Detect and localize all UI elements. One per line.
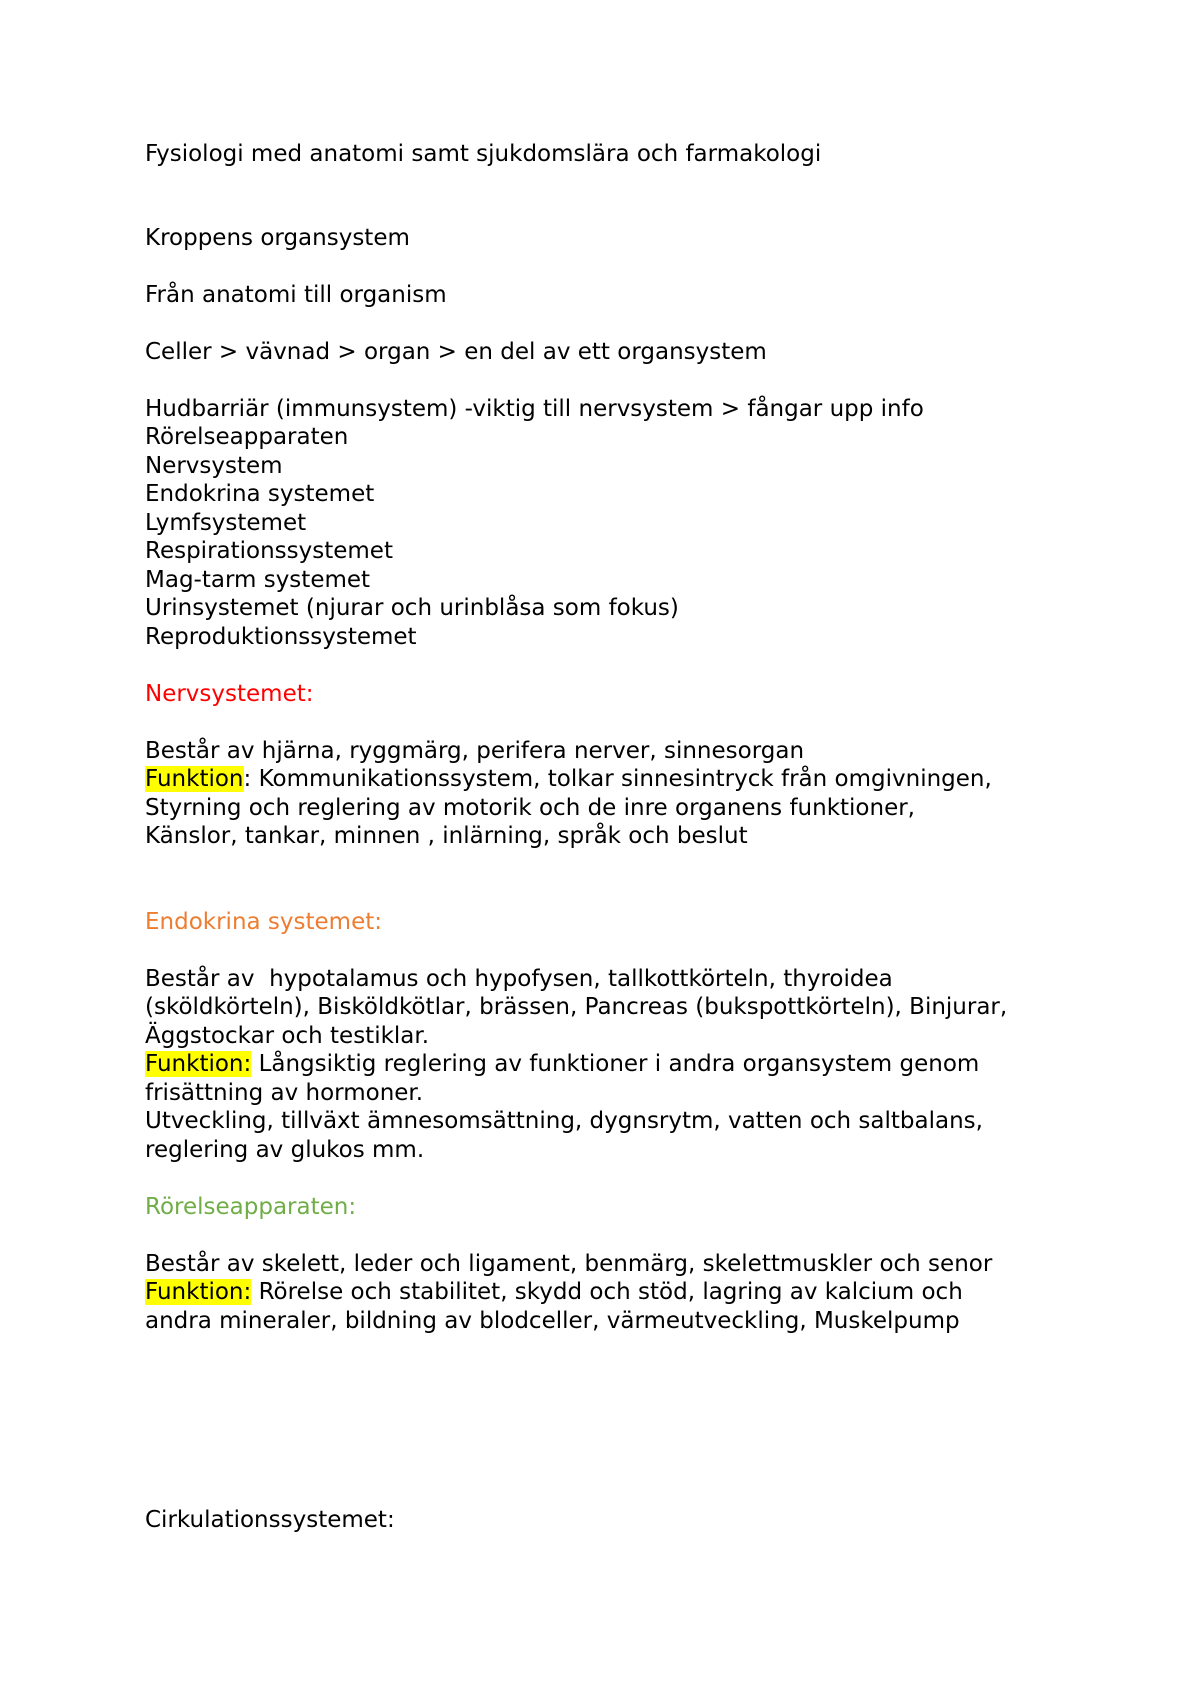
endocrine-consists-line: (sköldkörteln), Bisköldkötlar, brässen, Pancreas (bukspottkörteln), Binjurar,: [145, 994, 1008, 1020]
endocrine-consists-line: Äggstockar och testiklar.: [145, 1022, 430, 1049]
endocrine-heading: Endokrina systemet:: [145, 908, 382, 935]
nervous-consists: Består av hjärna, ryggmärg, perifera nerver, sinnesorgan: [145, 737, 805, 764]
systems-list-item: Urinsystemet (njurar och urinblåsa som fokus): [145, 595, 679, 621]
systems-list-item: Rörelseapparaten: [145, 424, 349, 450]
document-content: [145, 140, 1105, 1535]
systems-list-item: Reproduktionssystemet: [145, 623, 417, 650]
document-title: Fysiologi med anatomi samt sjukdomslära och farmakologi: [145, 141, 822, 167]
locomotor-heading: Rörelseapparaten:: [145, 1193, 357, 1220]
systems-list-item: Lymfsystemet: [145, 509, 307, 536]
locomotor-line: andra mineraler, bildning av blodceller, värmeutveckling, Muskelpump: [145, 1307, 960, 1334]
systems-list-item: Endokrina systemet: [145, 481, 375, 507]
endocrine-function-text: Långsiktig reglering av funktioner i andra organsystem genom: [251, 1051, 980, 1077]
locomotor-function-text: Rörelse och stabilitet, skydd och stöd, lagring av kalcium och: [251, 1279, 963, 1305]
endocrine-line: Utveckling, tillväxt ämnesomsättning, dygnsrytm, vatten och saltbalans,: [145, 1108, 983, 1134]
systems-list-item: Respirationssystemet: [145, 538, 393, 564]
endocrine-consists-line: Består av hypotalamus och hypofysen, tallkottkörteln, thyroidea: [145, 965, 893, 992]
systems-list-item: Hudbarriär (immunsystem) -viktig till nervsystem > fångar upp info: [145, 395, 924, 422]
intro-organ-systems: Kroppens organsystem: [145, 224, 410, 251]
function-label-highlight: Funktion:: [145, 1051, 252, 1077]
nervous-line: Känslor, tankar, minnen , inlärning, språk och beslut: [145, 823, 748, 849]
endocrine-function-line: [145, 1050, 1105, 1079]
systems-list-item: Mag-tarm systemet: [145, 566, 371, 593]
circulatory-heading: Cirkulationssystemet:: [145, 1507, 395, 1533]
endocrine-line: frisättning av hormoner.: [145, 1079, 424, 1106]
intro-anatomy-to-organism: Från anatomi till organism: [145, 281, 447, 308]
intro-hierarchy: Celler > vävnad > organ > en del av ett organsystem: [145, 338, 767, 365]
nervous-function-line: [145, 765, 1105, 794]
nervous-heading: Nervsystemet:: [145, 680, 314, 707]
systems-list: [145, 395, 1105, 652]
endocrine-line: reglering av glukos mm.: [145, 1136, 425, 1163]
locomotor-function-line: [145, 1278, 1105, 1307]
systems-list-item: Nervsystem: [145, 452, 283, 479]
function-label-highlight: Funktion:: [145, 1279, 252, 1305]
function-label-highlight: Funktion: [145, 766, 244, 792]
nervous-function-text: : Kommunikationssystem, tolkar sinnesintryck från omgivningen,: [243, 766, 992, 792]
locomotor-consists: Består av skelett, leder och ligament, benmärg, skelettmuskler och senor: [145, 1250, 993, 1277]
nervous-line: Styrning och reglering av motorik och de inre organens funktioner,: [145, 794, 915, 821]
